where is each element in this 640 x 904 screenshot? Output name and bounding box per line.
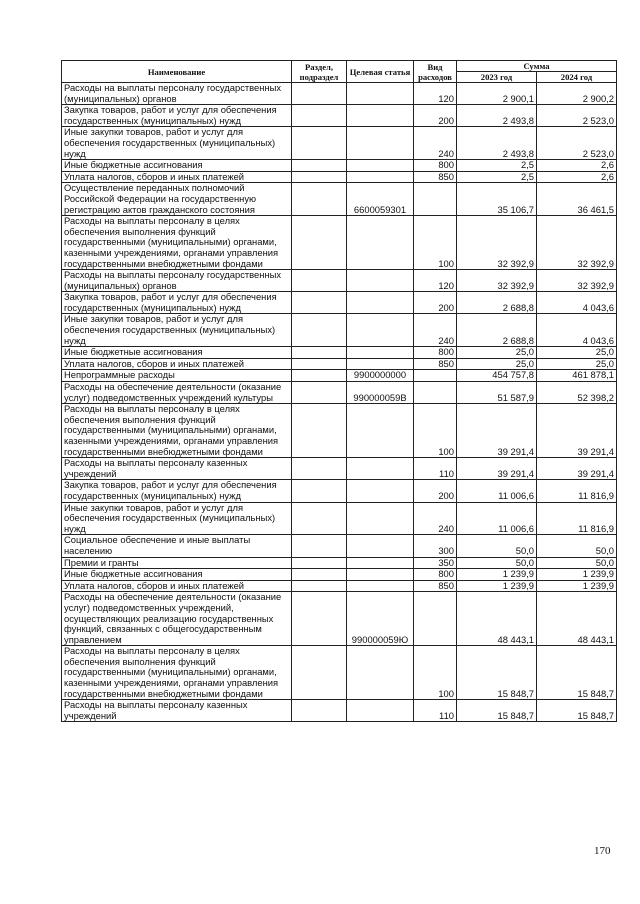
cell-sum-2023: 50,0: [457, 535, 537, 557]
table-header: [62, 61, 617, 83]
cell-section: [292, 171, 347, 183]
cell-section: [292, 592, 347, 646]
cell-name: Уплата налогов, сборов и иных платежей: [62, 358, 292, 370]
cell-expense-type: [414, 382, 457, 404]
cell-article: [347, 502, 414, 535]
cell-sum-2024: 4 043,6: [537, 314, 617, 347]
cell-sum-2023: 2,5: [457, 171, 537, 183]
cell-sum-2024: 39 291,4: [537, 404, 617, 458]
table-row: [62, 646, 617, 700]
cell-section: [292, 580, 347, 592]
cell-sum-2023: 39 291,4: [457, 458, 537, 480]
cell-sum-2023: 50,0: [457, 557, 537, 569]
cell-sum-2024: 25,0: [537, 358, 617, 370]
cell-sum-2023: 1 239,9: [457, 569, 537, 581]
cell-sum-2023: 2 493,8: [457, 127, 537, 160]
cell-expense-type: 800: [414, 347, 457, 359]
cell-article: 990000059Ю: [347, 592, 414, 646]
cell-article: [347, 83, 414, 105]
cell-article: [347, 171, 414, 183]
table-row: [62, 270, 617, 292]
header-year-2023: 2023 год: [457, 72, 537, 83]
table-body: [62, 83, 617, 722]
cell-name: Иные закупки товаров, работ и услуг для обеспечения государственных (муниципальных) нужд: [62, 314, 292, 347]
cell-section: [292, 83, 347, 105]
cell-article: [347, 292, 414, 314]
cell-section: [292, 480, 347, 502]
cell-sum-2024: 48 443,1: [537, 592, 617, 646]
cell-section: [292, 569, 347, 581]
cell-sum-2024: 11 816,9: [537, 502, 617, 535]
cell-sum-2023: 15 848,7: [457, 646, 537, 700]
cell-sum-2023: 25,0: [457, 358, 537, 370]
table-row: [62, 160, 617, 172]
table-row: [62, 569, 617, 581]
cell-article: [347, 535, 414, 557]
cell-section: [292, 347, 347, 359]
cell-section: [292, 216, 347, 270]
table-row: [62, 83, 617, 105]
cell-name: Расходы на выплаты персоналу государственных (муниципальных) органов: [62, 83, 292, 105]
table-row: [62, 370, 617, 382]
cell-article: 6600059301: [347, 183, 414, 216]
cell-article: [347, 404, 414, 458]
table-row: [62, 592, 617, 646]
cell-sum-2023: 2,5: [457, 160, 537, 172]
table-row: [62, 314, 617, 347]
cell-expense-type: [414, 370, 457, 382]
cell-expense-type: 100: [414, 646, 457, 700]
cell-sum-2023: 2 900,1: [457, 83, 537, 105]
cell-sum-2023: 32 392,9: [457, 216, 537, 270]
table-row: [62, 557, 617, 569]
cell-name: Непрограммные расходы: [62, 370, 292, 382]
budget-table: [61, 60, 617, 722]
cell-sum-2023: 454 757,8: [457, 370, 537, 382]
cell-name: Иные бюджетные ассигнования: [62, 569, 292, 581]
table-row: [62, 382, 617, 404]
cell-article: [347, 557, 414, 569]
cell-expense-type: 120: [414, 83, 457, 105]
cell-article: [347, 270, 414, 292]
cell-expense-type: 850: [414, 171, 457, 183]
table-row: [62, 535, 617, 557]
cell-expense-type: [414, 183, 457, 216]
cell-expense-type: 200: [414, 480, 457, 502]
cell-name: Закупка товаров, работ и услуг для обеспечения государственных (муниципальных) нужд: [62, 480, 292, 502]
cell-article: [347, 105, 414, 127]
cell-article: [347, 127, 414, 160]
cell-expense-type: 240: [414, 127, 457, 160]
cell-sum-2024: 50,0: [537, 557, 617, 569]
cell-sum-2023: 35 106,7: [457, 183, 537, 216]
cell-section: [292, 105, 347, 127]
header-section: Раздел, подраздел: [292, 61, 347, 83]
cell-article: [347, 216, 414, 270]
cell-expense-type: [414, 592, 457, 646]
cell-section: [292, 127, 347, 160]
cell-article: [347, 646, 414, 700]
cell-sum-2024: 25,0: [537, 347, 617, 359]
cell-expense-type: 800: [414, 160, 457, 172]
cell-name: Расходы на выплаты персоналу в целях обеспечения выполнения функций государственными (муниципальными) органами, казенными учреждениями, органами управления государственными внебюджетными фондами: [62, 404, 292, 458]
cell-section: [292, 382, 347, 404]
cell-name: Иные закупки товаров, работ и услуг для обеспечения государственных (муниципальных) нужд: [62, 502, 292, 535]
cell-name: Иные бюджетные ассигнования: [62, 347, 292, 359]
table-row: [62, 347, 617, 359]
cell-expense-type: 100: [414, 216, 457, 270]
cell-sum-2024: 52 398,2: [537, 382, 617, 404]
cell-sum-2024: 32 392,9: [537, 270, 617, 292]
header-year-2024: 2024 год: [537, 72, 617, 83]
cell-name: Премии и гранты: [62, 557, 292, 569]
cell-sum-2023: 15 848,7: [457, 700, 537, 722]
cell-expense-type: 850: [414, 580, 457, 592]
table-row: [62, 404, 617, 458]
cell-article: [347, 580, 414, 592]
cell-article: [347, 458, 414, 480]
cell-expense-type: 240: [414, 314, 457, 347]
cell-section: [292, 160, 347, 172]
table-row: [62, 458, 617, 480]
cell-sum-2023: 2 493,8: [457, 105, 537, 127]
cell-name: Закупка товаров, работ и услуг для обеспечения государственных (муниципальных) нужд: [62, 105, 292, 127]
cell-name: Расходы на обеспечение деятельности (оказание услуг) подведомственных учреждений, осуществляющих реализацию государственных функций, связанных с общегосударственным управлением: [62, 592, 292, 646]
header-article: Целевая статья: [347, 61, 414, 83]
cell-section: [292, 700, 347, 722]
cell-article: 9900000000: [347, 370, 414, 382]
cell-article: [347, 160, 414, 172]
cell-sum-2024: 32 392,9: [537, 216, 617, 270]
cell-section: [292, 370, 347, 382]
cell-name: Расходы на обеспечение деятельности (оказание услуг) подведомственных учреждений культуры: [62, 382, 292, 404]
cell-sum-2024: 2,6: [537, 171, 617, 183]
table-row: [62, 216, 617, 270]
cell-sum-2023: 11 006,6: [457, 502, 537, 535]
cell-expense-type: 120: [414, 270, 457, 292]
cell-sum-2024: 1 239,9: [537, 580, 617, 592]
table-row: [62, 105, 617, 127]
cell-sum-2024: 2,6: [537, 160, 617, 172]
table-row: [62, 480, 617, 502]
cell-sum-2023: 32 392,9: [457, 270, 537, 292]
page-number: 170: [594, 845, 611, 857]
cell-sum-2024: 4 043,6: [537, 292, 617, 314]
cell-expense-type: 240: [414, 502, 457, 535]
cell-section: [292, 557, 347, 569]
cell-section: [292, 646, 347, 700]
cell-article: 990000059В: [347, 382, 414, 404]
cell-section: [292, 404, 347, 458]
cell-sum-2023: 39 291,4: [457, 404, 537, 458]
cell-expense-type: 850: [414, 358, 457, 370]
cell-article: [347, 480, 414, 502]
cell-sum-2023: 25,0: [457, 347, 537, 359]
cell-sum-2024: 15 848,7: [537, 646, 617, 700]
table-row: [62, 292, 617, 314]
cell-sum-2023: 11 006,6: [457, 480, 537, 502]
cell-article: [347, 347, 414, 359]
table-row: [62, 183, 617, 216]
cell-name: Уплата налогов, сборов и иных платежей: [62, 580, 292, 592]
cell-name: Расходы на выплаты персоналу казенных учреждений: [62, 700, 292, 722]
cell-expense-type: 350: [414, 557, 457, 569]
cell-name: Расходы на выплаты персоналу государственных (муниципальных) органов: [62, 270, 292, 292]
cell-sum-2023: 2 688,8: [457, 314, 537, 347]
cell-name: Иные закупки товаров, работ и услуг для обеспечения государственных (муниципальных) нужд: [62, 127, 292, 160]
cell-section: [292, 535, 347, 557]
table-row: [62, 580, 617, 592]
cell-sum-2024: 2 900,2: [537, 83, 617, 105]
cell-sum-2024: 11 816,9: [537, 480, 617, 502]
header-expense-type: Вид расходов: [414, 61, 457, 83]
cell-section: [292, 292, 347, 314]
cell-expense-type: 200: [414, 292, 457, 314]
cell-sum-2024: 461 878,1: [537, 370, 617, 382]
cell-name: Расходы на выплаты персоналу в целях обеспечения выполнения функций государственными (муниципальными) органами, казенными учреждениями, органами управления государственными внебюджетными фондами: [62, 646, 292, 700]
cell-expense-type: 110: [414, 700, 457, 722]
table-row: [62, 171, 617, 183]
cell-article: [347, 358, 414, 370]
cell-section: [292, 358, 347, 370]
table-row: [62, 127, 617, 160]
cell-section: [292, 183, 347, 216]
cell-sum-2024: 15 848,7: [537, 700, 617, 722]
cell-sum-2023: 48 443,1: [457, 592, 537, 646]
cell-expense-type: 200: [414, 105, 457, 127]
cell-article: [347, 700, 414, 722]
cell-section: [292, 314, 347, 347]
cell-name: Социальное обеспечение и иные выплаты населению: [62, 535, 292, 557]
cell-name: Закупка товаров, работ и услуг для обеспечения государственных (муниципальных) нужд: [62, 292, 292, 314]
header-name: Наименование: [62, 61, 292, 83]
cell-sum-2024: 2 523,0: [537, 127, 617, 160]
table-row: [62, 700, 617, 722]
cell-expense-type: 110: [414, 458, 457, 480]
cell-name: Расходы на выплаты персоналу в целях обеспечения выполнения функций государственными (муниципальными) органами, казенными учреждениями, органами управления государственными внебюджетными фондами: [62, 216, 292, 270]
header-sum: Сумма: [457, 61, 617, 72]
cell-article: [347, 569, 414, 581]
cell-expense-type: 100: [414, 404, 457, 458]
cell-sum-2023: 2 688,8: [457, 292, 537, 314]
cell-sum-2024: 2 523,0: [537, 105, 617, 127]
table-row: [62, 502, 617, 535]
cell-name: Расходы на выплаты персоналу казенных учреждений: [62, 458, 292, 480]
cell-sum-2023: 51 587,9: [457, 382, 537, 404]
table-row: [62, 358, 617, 370]
cell-sum-2024: 50,0: [537, 535, 617, 557]
cell-expense-type: 300: [414, 535, 457, 557]
cell-name: Осуществление переданных полномочий Российской Федерации на государственную регистрацию актов гражданского состояния: [62, 183, 292, 216]
cell-section: [292, 458, 347, 480]
cell-expense-type: 800: [414, 569, 457, 581]
cell-article: [347, 314, 414, 347]
cell-sum-2024: 36 461,5: [537, 183, 617, 216]
cell-section: [292, 270, 347, 292]
cell-name: Уплата налогов, сборов и иных платежей: [62, 171, 292, 183]
cell-sum-2023: 1 239,9: [457, 580, 537, 592]
cell-name: Иные бюджетные ассигнования: [62, 160, 292, 172]
cell-sum-2024: 1 239,9: [537, 569, 617, 581]
cell-section: [292, 502, 347, 535]
cell-sum-2024: 39 291,4: [537, 458, 617, 480]
